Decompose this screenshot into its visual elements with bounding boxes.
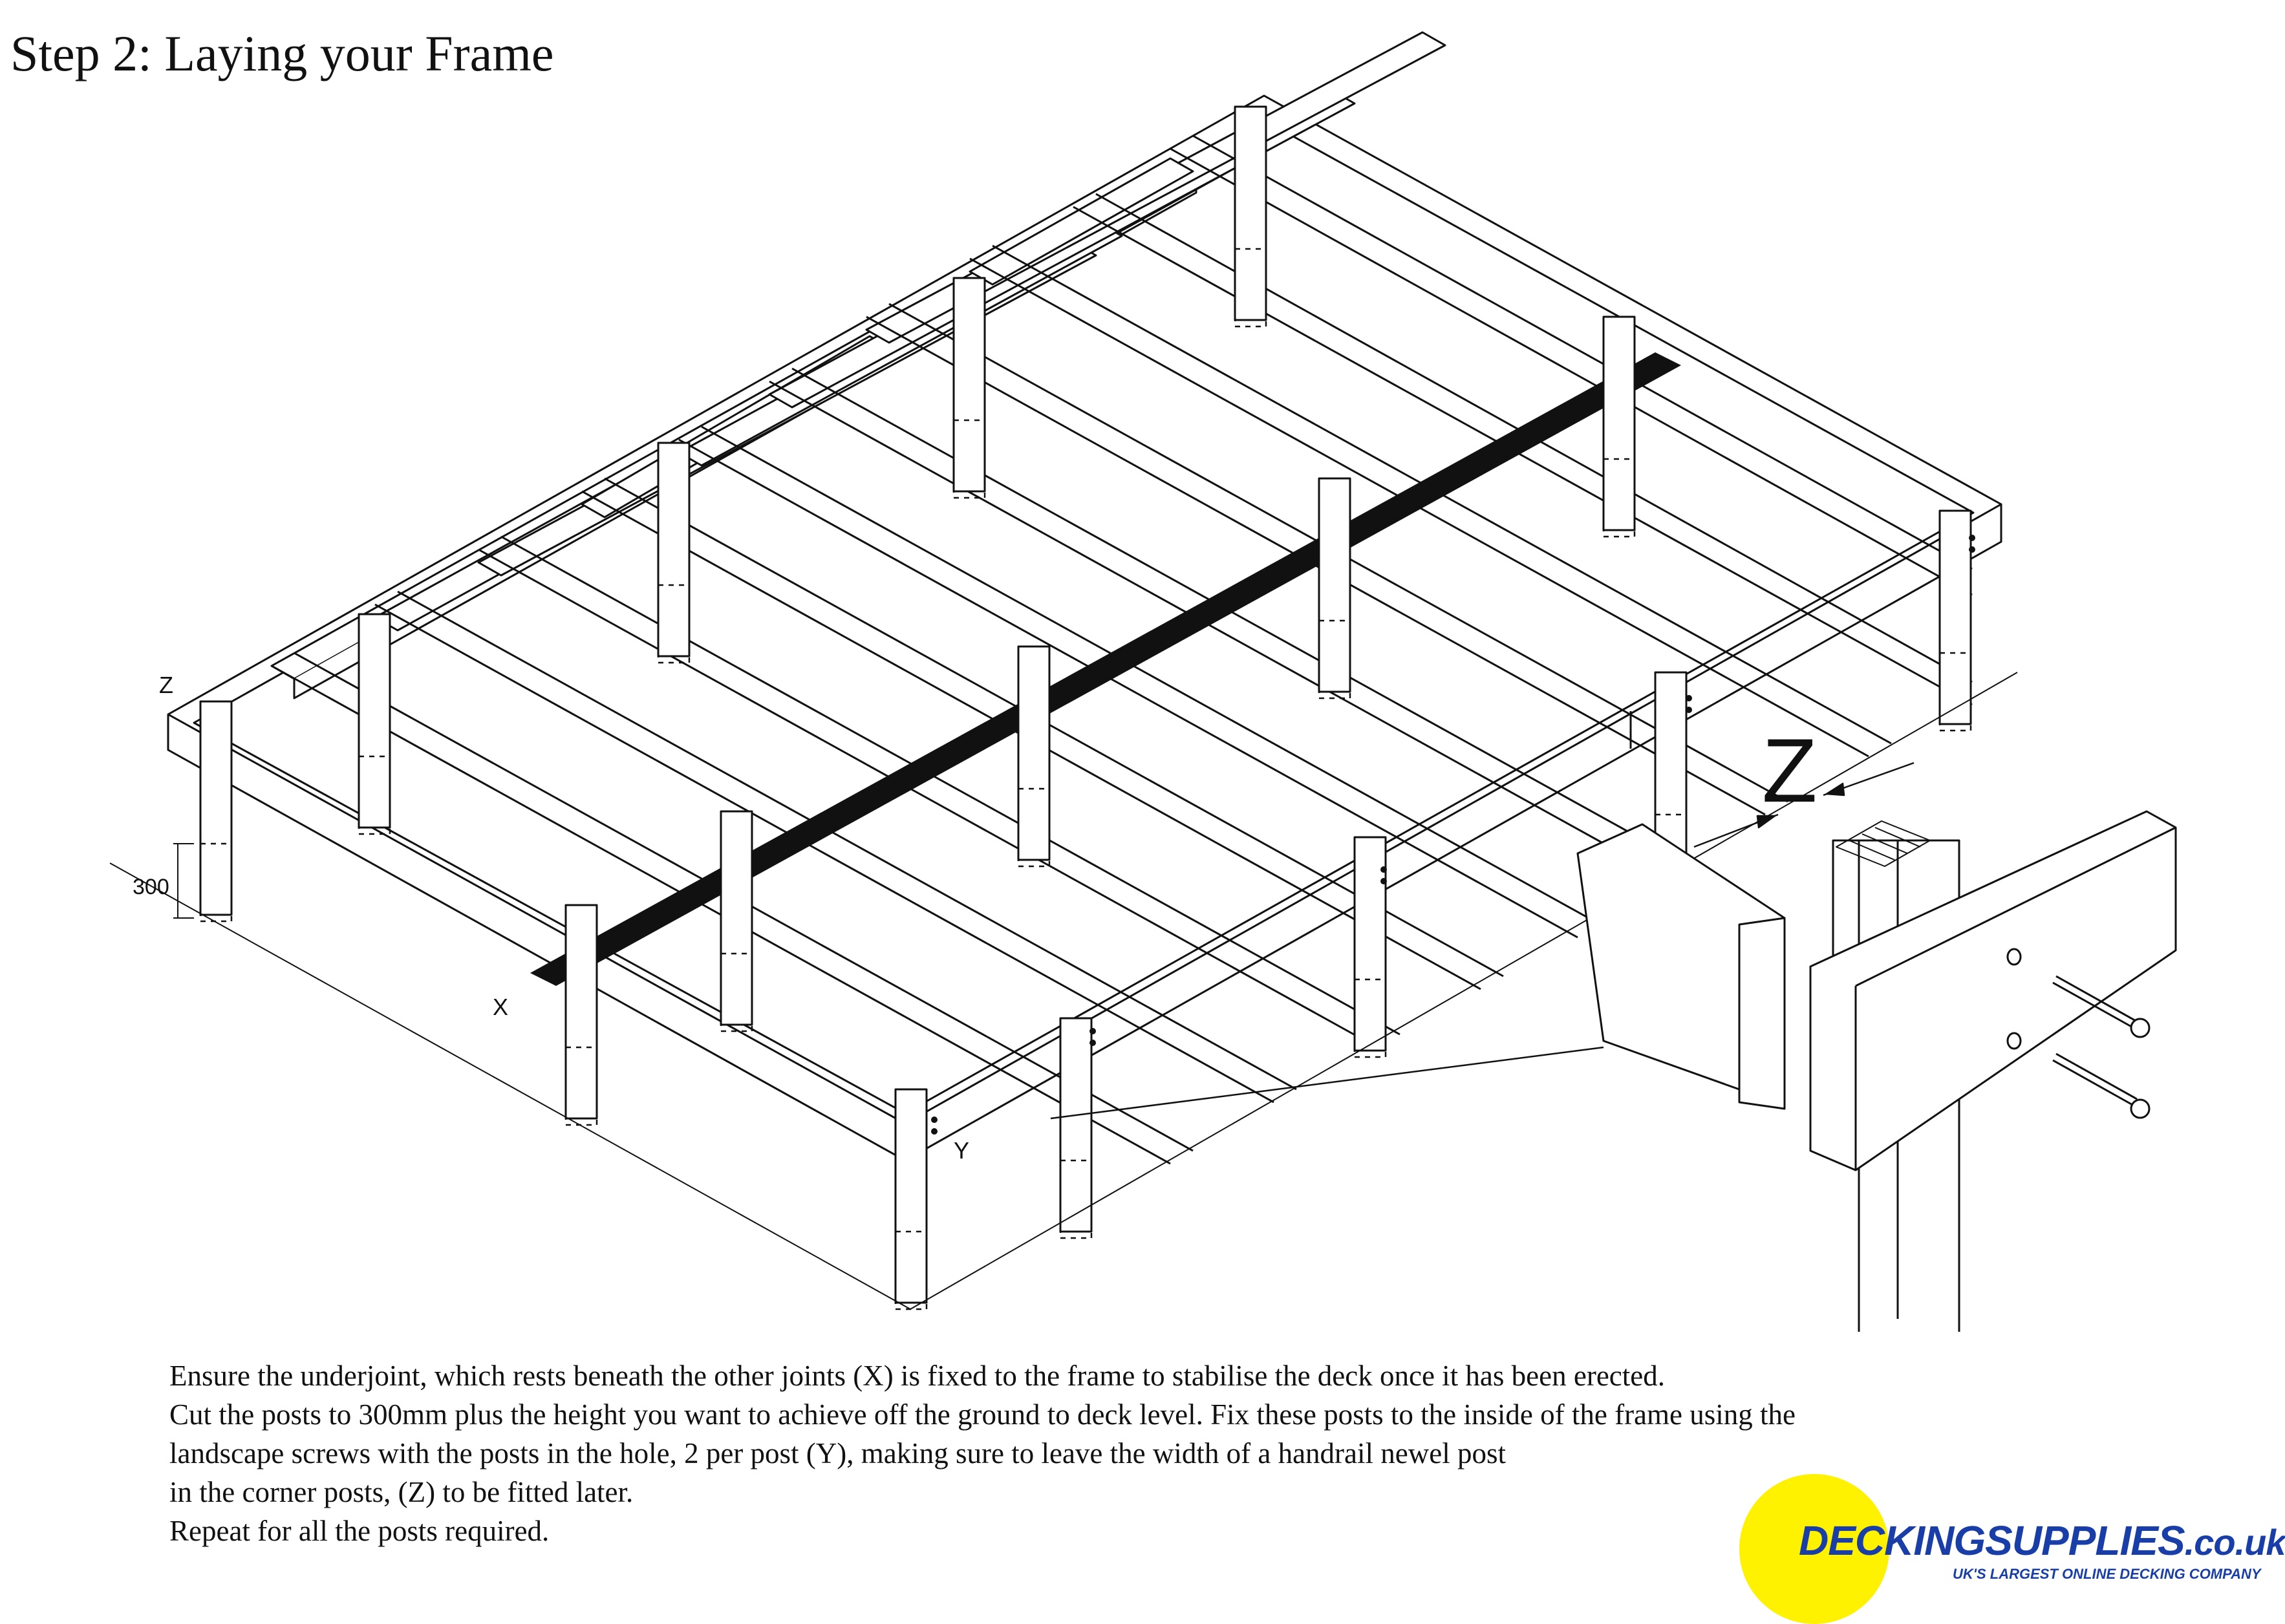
instruction-line: Cut the posts to 300mm plus the height you want to achieve off the ground to deck level. Fix these posts to the inside of the frame using the <box>169 1398 1796 1431</box>
instruction-line: landscape screws with the posts in the hole, 2 per post (Y), making sure to leave the width of a handrail newel post <box>169 1437 1506 1469</box>
label-z-large: Z <box>1762 720 1818 821</box>
detail-callout-line <box>1051 1047 1604 1118</box>
logo-tagline: UK'S LARGEST ONLINE DECKING COMPANY <box>1953 1566 2261 1582</box>
logo-wordmark <box>1799 1517 2285 1565</box>
label-300: 300 <box>133 875 169 899</box>
instruction-line: Repeat for all the posts required. <box>169 1515 550 1547</box>
detail-view <box>1578 811 2176 1332</box>
instruction-line: Ensure the underjoint, which rests beneath the other joints (X) is fixed to the frame to stabilise the deck once it has been erected. <box>169 1360 1665 1392</box>
label-z-small: Z <box>159 672 173 698</box>
label-x: X <box>493 994 509 1020</box>
page-title: Step 2: Laying your Frame <box>10 25 554 81</box>
instruction-line: in the corner posts, (Z) to be fitted later. <box>169 1476 634 1508</box>
logo-part-domain: .co.uk <box>2184 1522 2285 1563</box>
instructions-text <box>169 1356 1980 1550</box>
label-y: Y <box>954 1137 970 1164</box>
dimension-300 <box>173 844 194 918</box>
company-logo <box>1739 1474 2285 1603</box>
logo-part-decking: DECKING <box>1799 1517 1986 1564</box>
logo-part-supplies: SUPPLIES <box>1985 1517 2185 1564</box>
